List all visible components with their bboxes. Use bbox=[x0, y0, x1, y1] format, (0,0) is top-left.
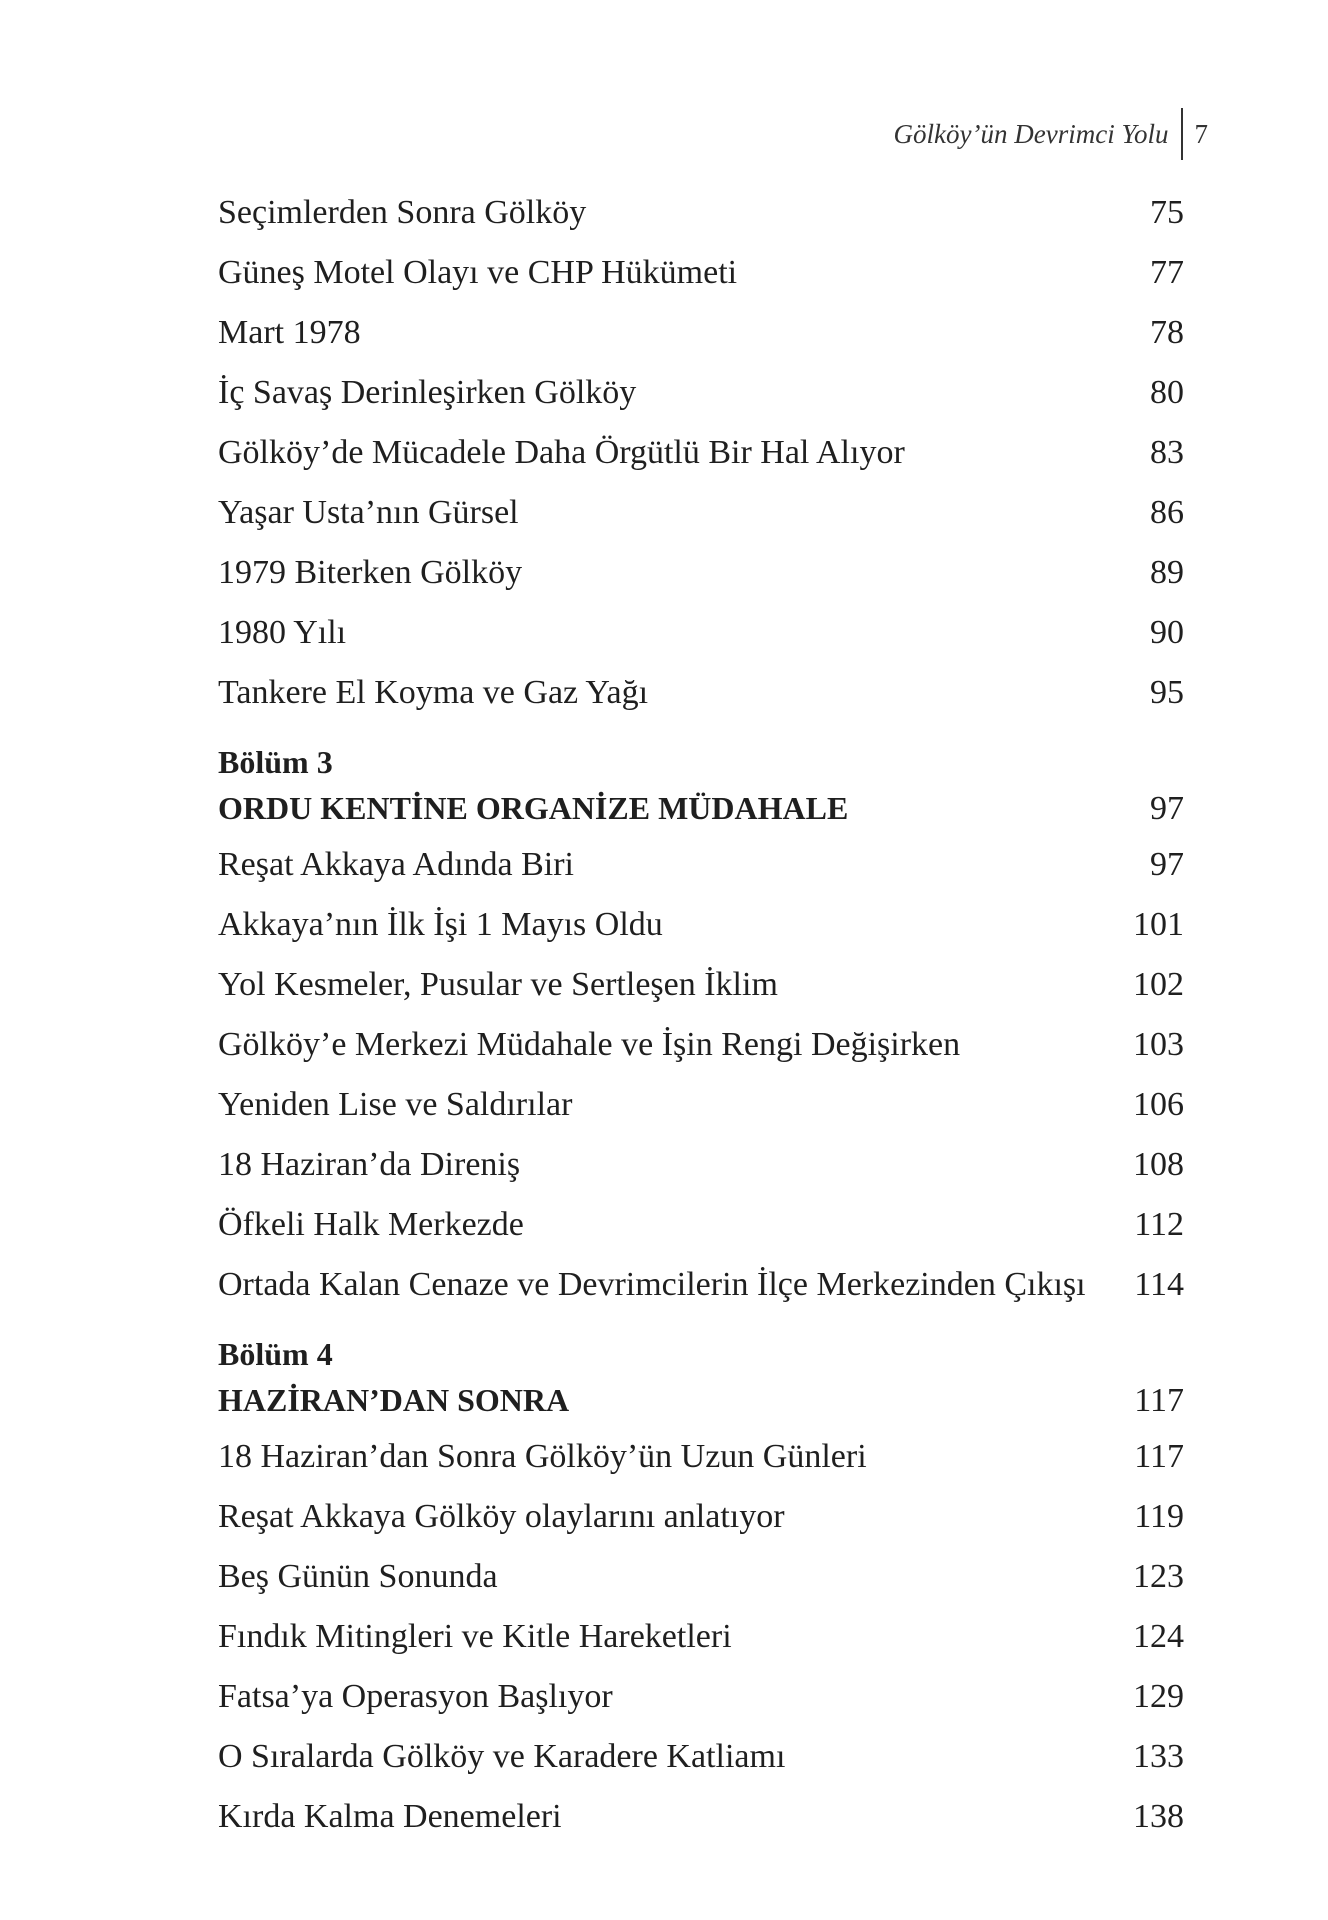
toc-entry-page: 86 bbox=[1150, 494, 1184, 531]
toc-entry-title: Kırda Kalma Denemeleri bbox=[218, 1798, 562, 1835]
toc-entry-title: Yaşar Usta’nın Gürsel bbox=[218, 494, 519, 531]
toc-entry-page: 112 bbox=[1134, 1206, 1184, 1243]
toc-entry-title: Tankere El Koyma ve Gaz Yağı bbox=[218, 674, 649, 711]
toc-entry-page: 90 bbox=[1150, 614, 1184, 651]
toc-entry-page: 108 bbox=[1133, 1146, 1184, 1183]
toc-entry-page: 103 bbox=[1133, 1026, 1184, 1063]
toc-entry bbox=[218, 1019, 1184, 1079]
toc-entry bbox=[218, 959, 1184, 1019]
book-title: Gölköy’ün Devrimci Yolu bbox=[893, 118, 1169, 149]
toc-entry-page: 77 bbox=[1150, 254, 1184, 291]
toc-entry-title: 1979 Biterken Gölköy bbox=[218, 554, 523, 591]
toc-entry bbox=[218, 307, 1184, 367]
toc-entry-page: 89 bbox=[1150, 554, 1184, 591]
toc-entry bbox=[218, 839, 1184, 899]
toc-entry bbox=[218, 1199, 1184, 1259]
toc-entry-title: Fındık Mitingleri ve Kitle Hareketleri bbox=[218, 1618, 732, 1655]
toc-entry bbox=[218, 1491, 1184, 1551]
toc-entry bbox=[218, 1791, 1184, 1851]
toc-entry-title: Reşat Akkaya Gölköy olaylarını anlatıyor bbox=[218, 1498, 785, 1535]
toc-entry-title: 1980 Yılı bbox=[218, 614, 347, 651]
toc-entry bbox=[218, 187, 1184, 247]
toc-entry-page: 133 bbox=[1133, 1738, 1184, 1775]
toc-entry-title: Öfkeli Halk Merkezde bbox=[218, 1206, 524, 1243]
toc-entry bbox=[218, 1139, 1184, 1199]
toc-entry-title: Seçimlerden Sonra Gölköy bbox=[218, 194, 587, 231]
toc-entry-page: 83 bbox=[1150, 434, 1184, 471]
toc-entry-page: 102 bbox=[1133, 966, 1184, 1003]
table-of-contents bbox=[218, 187, 1184, 1851]
toc-entry-page: 80 bbox=[1150, 374, 1184, 411]
toc-entry bbox=[218, 1671, 1184, 1731]
toc-entry-title: Fatsa’ya Operasyon Başlıyor bbox=[218, 1678, 613, 1715]
toc-entry-page: 119 bbox=[1134, 1498, 1184, 1535]
toc-entry bbox=[218, 1079, 1184, 1139]
toc-entry-page: 75 bbox=[1150, 194, 1184, 231]
toc-entry-title: Beş Günün Sonunda bbox=[218, 1558, 498, 1595]
section-title: ORDU KENTİNE ORGANİZE MÜDAHALE bbox=[218, 790, 849, 826]
section-page: 97 bbox=[1150, 790, 1184, 827]
toc-entry-page: 138 bbox=[1133, 1798, 1184, 1835]
section-heading bbox=[218, 1377, 1184, 1431]
toc-entry bbox=[218, 547, 1184, 607]
toc-entry-title: Reşat Akkaya Adında Biri bbox=[218, 846, 575, 883]
toc-entry-title: 18 Haziran’dan Sonra Gölköy’ün Uzun Günleri bbox=[218, 1438, 867, 1475]
toc-entry bbox=[218, 367, 1184, 427]
toc-entry bbox=[218, 427, 1184, 487]
toc-entry-page: 101 bbox=[1133, 906, 1184, 943]
toc-entry bbox=[218, 1259, 1184, 1319]
toc-entry-page: 95 bbox=[1150, 674, 1184, 711]
section-spacer bbox=[218, 1319, 1184, 1331]
toc-entry bbox=[218, 667, 1184, 727]
toc-entry-title: Ortada Kalan Cenaze ve Devrimcilerin İlçe Merkezinden Çıkışı bbox=[218, 1266, 1086, 1303]
toc-entry-page: 129 bbox=[1133, 1678, 1184, 1715]
toc-entry-page: 106 bbox=[1133, 1086, 1184, 1123]
toc-entry-page: 124 bbox=[1133, 1618, 1184, 1655]
running-header bbox=[894, 112, 1208, 156]
toc-entry bbox=[218, 1551, 1184, 1611]
toc-entry-page: 78 bbox=[1150, 314, 1184, 351]
toc-entry bbox=[218, 1431, 1184, 1491]
toc-entry-page: 117 bbox=[1134, 1438, 1184, 1475]
toc-entry-page: 114 bbox=[1134, 1266, 1184, 1303]
toc-entry-title: 18 Haziran’da Direniş bbox=[218, 1146, 521, 1183]
toc-entry-page: 123 bbox=[1133, 1558, 1184, 1595]
toc-entry bbox=[218, 1731, 1184, 1791]
toc-entry-title: Gölköy’de Mücadele Daha Örgütlü Bir Hal Alıyor bbox=[218, 434, 905, 471]
toc-entry bbox=[218, 487, 1184, 547]
section-label: Bölüm 4 bbox=[218, 1336, 333, 1372]
toc-entry-title: Yeniden Lise ve Saldırılar bbox=[218, 1086, 573, 1123]
toc-entry-title: Mart 1978 bbox=[218, 314, 361, 351]
page-number: 7 bbox=[1194, 118, 1208, 149]
toc-entry bbox=[218, 607, 1184, 667]
section-title: HAZİRAN’DAN SONRA bbox=[218, 1382, 570, 1418]
toc-entry bbox=[218, 899, 1184, 959]
toc-entry bbox=[218, 247, 1184, 307]
toc-entry-title: İç Savaş Derinleşirken Gölköy bbox=[218, 374, 637, 411]
toc-entry-title: O Sıralarda Gölköy ve Karadere Katliamı bbox=[218, 1738, 786, 1775]
section-heading bbox=[218, 785, 1184, 839]
section-spacer bbox=[218, 727, 1184, 739]
toc-entry bbox=[218, 1611, 1184, 1671]
toc-entry-title: Yol Kesmeler, Pusular ve Sertleşen İklim bbox=[218, 966, 778, 1003]
toc-entry-title: Akkaya’nın İlk İşi 1 Mayıs Oldu bbox=[218, 906, 663, 943]
toc-entry-title: Gölköy’e Merkezi Müdahale ve İşin Rengi Değişirken bbox=[218, 1026, 961, 1063]
section-label: Bölüm 3 bbox=[218, 744, 333, 780]
toc-entry-page: 97 bbox=[1150, 846, 1184, 883]
section-page: 117 bbox=[1134, 1382, 1184, 1419]
toc-entry-title: Güneş Motel Olayı ve CHP Hükümeti bbox=[218, 254, 738, 291]
